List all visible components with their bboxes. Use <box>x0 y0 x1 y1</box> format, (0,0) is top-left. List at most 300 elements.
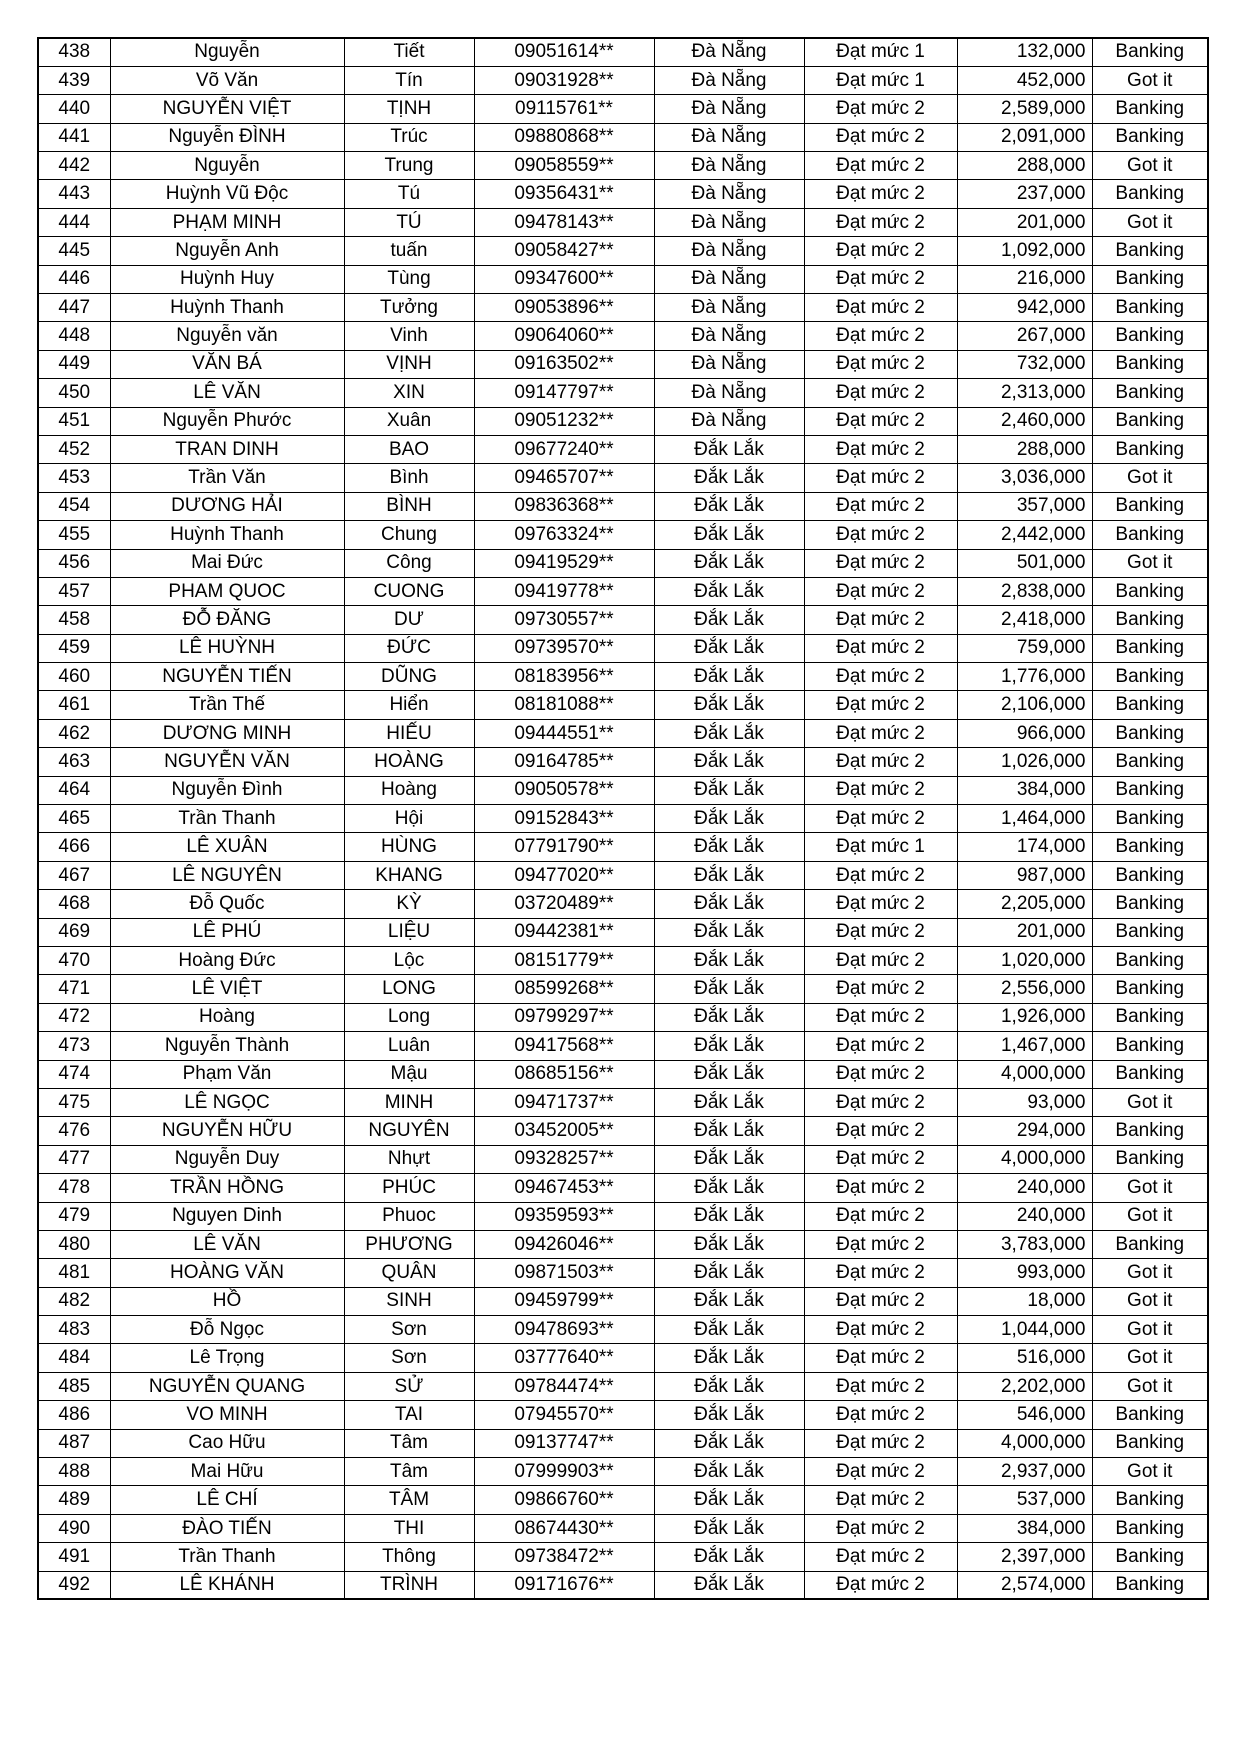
province-cell: Đắk Lắk <box>654 1032 804 1060</box>
reward-amount-cell: 4,000,000 <box>957 1060 1092 1088</box>
family-middle-name-cell: LÊ VIỆT <box>110 975 344 1003</box>
payment-method-cell: Got it <box>1092 1287 1208 1315</box>
table-row <box>38 1259 1208 1287</box>
phone-number-cell: 07945570** <box>474 1401 654 1429</box>
payment-method-cell: Banking <box>1092 606 1208 634</box>
reward-amount-cell: 2,091,000 <box>957 123 1092 151</box>
province-cell: Đà Nẵng <box>654 208 804 236</box>
payment-method-cell: Banking <box>1092 350 1208 378</box>
reward-amount-cell: 2,418,000 <box>957 606 1092 634</box>
given-name-cell: BAO <box>344 435 474 463</box>
province-cell: Đắk Lắk <box>654 947 804 975</box>
family-middle-name-cell: Huỳnh Huy <box>110 265 344 293</box>
province-cell: Đắk Lắk <box>654 1145 804 1173</box>
reward-amount-cell: 987,000 <box>957 861 1092 889</box>
payment-method-cell: Banking <box>1092 379 1208 407</box>
reward-amount-cell: 1,044,000 <box>957 1316 1092 1344</box>
table-row <box>38 1401 1208 1429</box>
phone-number-cell: 09115761** <box>474 95 654 123</box>
payment-method-cell: Banking <box>1092 521 1208 549</box>
achievement-level-cell: Đạt mức 2 <box>804 918 957 946</box>
table-row <box>38 1372 1208 1400</box>
payment-method-cell: Got it <box>1092 1088 1208 1116</box>
province-cell: Đắk Lắk <box>654 634 804 662</box>
province-cell: Đắk Lắk <box>654 1117 804 1145</box>
achievement-level-cell: Đạt mức 2 <box>804 464 957 492</box>
family-middle-name-cell: Mai Hữu <box>110 1458 344 1486</box>
given-name-cell: TAI <box>344 1401 474 1429</box>
row-number-cell: 450 <box>38 379 110 407</box>
achievement-level-cell: Đạt mức 2 <box>804 95 957 123</box>
payment-method-cell: Banking <box>1092 1145 1208 1173</box>
given-name-cell: Nhựt <box>344 1145 474 1173</box>
province-cell: Đắk Lắk <box>654 719 804 747</box>
achievement-level-cell: Đạt mức 2 <box>804 1230 957 1258</box>
payment-method-cell: Banking <box>1092 577 1208 605</box>
table-row <box>38 691 1208 719</box>
given-name-cell: CUONG <box>344 577 474 605</box>
family-middle-name-cell: ĐÀO TIẾN <box>110 1514 344 1542</box>
table-row <box>38 1174 1208 1202</box>
reward-amount-cell: 2,106,000 <box>957 691 1092 719</box>
given-name-cell: Bình <box>344 464 474 492</box>
reward-amount-cell: 1,776,000 <box>957 663 1092 691</box>
reward-amount-cell: 2,556,000 <box>957 975 1092 1003</box>
achievement-level-cell: Đạt mức 2 <box>804 1287 957 1315</box>
row-number-cell: 481 <box>38 1259 110 1287</box>
payment-method-cell: Banking <box>1092 1543 1208 1571</box>
achievement-level-cell: Đạt mức 2 <box>804 265 957 293</box>
given-name-cell: LIỆU <box>344 918 474 946</box>
payment-method-cell: Banking <box>1092 691 1208 719</box>
table-row <box>38 152 1208 180</box>
reward-amount-cell: 2,937,000 <box>957 1458 1092 1486</box>
province-cell: Đắk Lắk <box>654 464 804 492</box>
achievement-level-cell: Đạt mức 2 <box>804 350 957 378</box>
reward-amount-cell: 384,000 <box>957 776 1092 804</box>
payment-method-cell: Banking <box>1092 265 1208 293</box>
given-name-cell: XIN <box>344 379 474 407</box>
phone-number-cell: 09459799** <box>474 1287 654 1315</box>
row-number-cell: 448 <box>38 322 110 350</box>
phone-number-cell: 09050578** <box>474 776 654 804</box>
row-number-cell: 457 <box>38 577 110 605</box>
family-middle-name-cell: Huỳnh Thanh <box>110 294 344 322</box>
province-cell: Đà Nẵng <box>654 123 804 151</box>
given-name-cell: Trúc <box>344 123 474 151</box>
phone-number-cell: 09137747** <box>474 1429 654 1457</box>
payment-method-cell: Banking <box>1092 1571 1208 1599</box>
family-middle-name-cell: Cao Hữu <box>110 1429 344 1457</box>
phone-number-cell: 09871503** <box>474 1259 654 1287</box>
family-middle-name-cell: Đỗ Quốc <box>110 890 344 918</box>
table-row <box>38 1316 1208 1344</box>
reward-amount-cell: 288,000 <box>957 152 1092 180</box>
given-name-cell: MINH <box>344 1088 474 1116</box>
row-number-cell: 491 <box>38 1543 110 1571</box>
given-name-cell: tuấn <box>344 237 474 265</box>
phone-number-cell: 09419778** <box>474 577 654 605</box>
reward-amount-cell: 546,000 <box>957 1401 1092 1429</box>
achievement-level-cell: Đạt mức 2 <box>804 1401 957 1429</box>
table-row <box>38 1202 1208 1230</box>
row-number-cell: 461 <box>38 691 110 719</box>
province-cell: Đắk Lắk <box>654 1543 804 1571</box>
province-cell: Đắk Lắk <box>654 776 804 804</box>
reward-amount-cell: 2,574,000 <box>957 1571 1092 1599</box>
reward-amount-cell: 2,313,000 <box>957 379 1092 407</box>
table-row <box>38 861 1208 889</box>
table-row <box>38 1514 1208 1542</box>
payment-method-cell: Got it <box>1092 1259 1208 1287</box>
province-cell: Đắk Lắk <box>654 1401 804 1429</box>
family-middle-name-cell: Hoàng <box>110 1003 344 1031</box>
province-cell: Đắk Lắk <box>654 1571 804 1599</box>
phone-number-cell: 09763324** <box>474 521 654 549</box>
row-number-cell: 474 <box>38 1060 110 1088</box>
given-name-cell: Sơn <box>344 1316 474 1344</box>
payment-method-cell: Banking <box>1092 1060 1208 1088</box>
province-cell: Đắk Lắk <box>654 521 804 549</box>
phone-number-cell: 09478143** <box>474 208 654 236</box>
payment-method-cell: Banking <box>1092 975 1208 1003</box>
province-cell: Đắk Lắk <box>654 975 804 1003</box>
payment-method-cell: Banking <box>1092 634 1208 662</box>
achievement-level-cell: Đạt mức 2 <box>804 805 957 833</box>
family-middle-name-cell: HOÀNG VĂN <box>110 1259 344 1287</box>
payment-method-cell: Banking <box>1092 776 1208 804</box>
row-number-cell: 489 <box>38 1486 110 1514</box>
payment-method-cell: Banking <box>1092 38 1208 66</box>
row-number-cell: 458 <box>38 606 110 634</box>
given-name-cell: HOÀNG <box>344 748 474 776</box>
phone-number-cell: 09419529** <box>474 549 654 577</box>
phone-number-cell: 08674430** <box>474 1514 654 1542</box>
phone-number-cell: 03452005** <box>474 1117 654 1145</box>
reward-amount-cell: 4,000,000 <box>957 1429 1092 1457</box>
achievement-level-cell: Đạt mức 2 <box>804 1429 957 1457</box>
given-name-cell: Tú <box>344 180 474 208</box>
payment-method-cell: Got it <box>1092 1316 1208 1344</box>
phone-number-cell: 09784474** <box>474 1372 654 1400</box>
reward-amount-cell: 501,000 <box>957 549 1092 577</box>
phone-number-cell: 09051614** <box>474 38 654 66</box>
reward-amount-cell: 201,000 <box>957 208 1092 236</box>
phone-number-cell: 09328257** <box>474 1145 654 1173</box>
reward-amount-cell: 732,000 <box>957 350 1092 378</box>
given-name-cell: NGUYÊN <box>344 1117 474 1145</box>
row-number-cell: 477 <box>38 1145 110 1173</box>
row-number-cell: 447 <box>38 294 110 322</box>
family-middle-name-cell: NGUYỄN VIỆT <box>110 95 344 123</box>
province-cell: Đà Nẵng <box>654 322 804 350</box>
reward-amount-cell: 294,000 <box>957 1117 1092 1145</box>
achievement-level-cell: Đạt mức 2 <box>804 208 957 236</box>
province-cell: Đắk Lắk <box>654 1259 804 1287</box>
winners-table <box>37 37 1209 1600</box>
family-middle-name-cell: NGUYỄN QUANG <box>110 1372 344 1400</box>
family-middle-name-cell: Đỗ Ngọc <box>110 1316 344 1344</box>
province-cell: Đắk Lắk <box>654 1287 804 1315</box>
row-number-cell: 453 <box>38 464 110 492</box>
table-row <box>38 606 1208 634</box>
phone-number-cell: 09031928** <box>474 66 654 94</box>
province-cell: Đà Nẵng <box>654 265 804 293</box>
payment-method-cell: Banking <box>1092 435 1208 463</box>
achievement-level-cell: Đạt mức 2 <box>804 1060 957 1088</box>
given-name-cell: Lộc <box>344 947 474 975</box>
achievement-level-cell: Đạt mức 2 <box>804 1543 957 1571</box>
province-cell: Đắk Lắk <box>654 1344 804 1372</box>
province-cell: Đắk Lắk <box>654 833 804 861</box>
achievement-level-cell: Đạt mức 2 <box>804 975 957 1003</box>
phone-number-cell: 09347600** <box>474 265 654 293</box>
payment-method-cell: Banking <box>1092 123 1208 151</box>
reward-amount-cell: 1,467,000 <box>957 1032 1092 1060</box>
reward-amount-cell: 216,000 <box>957 265 1092 293</box>
family-middle-name-cell: LÊ KHÁNH <box>110 1571 344 1599</box>
province-cell: Đắk Lắk <box>654 1202 804 1230</box>
given-name-cell: VỊNH <box>344 350 474 378</box>
row-number-cell: 465 <box>38 805 110 833</box>
family-middle-name-cell: Nguyễn Phước <box>110 407 344 435</box>
table-row <box>38 322 1208 350</box>
phone-number-cell: 09163502** <box>474 350 654 378</box>
row-number-cell: 475 <box>38 1088 110 1116</box>
family-middle-name-cell: Nguyễn <box>110 152 344 180</box>
achievement-level-cell: Đạt mức 2 <box>804 123 957 151</box>
given-name-cell: Trung <box>344 152 474 180</box>
row-number-cell: 486 <box>38 1401 110 1429</box>
achievement-level-cell: Đạt mức 2 <box>804 237 957 265</box>
province-cell: Đà Nẵng <box>654 294 804 322</box>
table-row <box>38 464 1208 492</box>
given-name-cell: KHANG <box>344 861 474 889</box>
table-row <box>38 833 1208 861</box>
given-name-cell: KỲ <box>344 890 474 918</box>
phone-number-cell: 09359593** <box>474 1202 654 1230</box>
phone-number-cell: 09426046** <box>474 1230 654 1258</box>
achievement-level-cell: Đạt mức 2 <box>804 1486 957 1514</box>
family-middle-name-cell: Mai Đức <box>110 549 344 577</box>
payment-method-cell: Got it <box>1092 208 1208 236</box>
reward-amount-cell: 2,205,000 <box>957 890 1092 918</box>
reward-amount-cell: 2,397,000 <box>957 1543 1092 1571</box>
province-cell: Đắk Lắk <box>654 1514 804 1542</box>
reward-amount-cell: 3,783,000 <box>957 1230 1092 1258</box>
province-cell: Đắk Lắk <box>654 435 804 463</box>
table-row <box>38 180 1208 208</box>
province-cell: Đắk Lắk <box>654 492 804 520</box>
family-middle-name-cell: Nguyễn Anh <box>110 237 344 265</box>
reward-amount-cell: 1,092,000 <box>957 237 1092 265</box>
table-row <box>38 294 1208 322</box>
payment-method-cell: Banking <box>1092 748 1208 776</box>
table-row <box>38 719 1208 747</box>
payment-method-cell: Got it <box>1092 464 1208 492</box>
payment-method-cell: Banking <box>1092 1032 1208 1060</box>
phone-number-cell: 09444551** <box>474 719 654 747</box>
province-cell: Đắk Lắk <box>654 1060 804 1088</box>
province-cell: Đà Nẵng <box>654 350 804 378</box>
payment-method-cell: Banking <box>1092 1003 1208 1031</box>
achievement-level-cell: Đạt mức 2 <box>804 634 957 662</box>
payment-method-cell: Banking <box>1092 492 1208 520</box>
given-name-cell: DƯ <box>344 606 474 634</box>
reward-amount-cell: 2,838,000 <box>957 577 1092 605</box>
phone-number-cell: 09051232** <box>474 407 654 435</box>
phone-number-cell: 09356431** <box>474 180 654 208</box>
given-name-cell: PHƯƠNG <box>344 1230 474 1258</box>
table-row <box>38 237 1208 265</box>
row-number-cell: 445 <box>38 237 110 265</box>
payment-method-cell: Got it <box>1092 549 1208 577</box>
row-number-cell: 484 <box>38 1344 110 1372</box>
province-cell: Đà Nẵng <box>654 180 804 208</box>
achievement-level-cell: Đạt mức 2 <box>804 407 957 435</box>
table-row <box>38 1458 1208 1486</box>
row-number-cell: 455 <box>38 521 110 549</box>
phone-number-cell: 09058559** <box>474 152 654 180</box>
family-middle-name-cell: HỒ <box>110 1287 344 1315</box>
payment-method-cell: Banking <box>1092 1401 1208 1429</box>
table-row <box>38 1117 1208 1145</box>
reward-amount-cell: 174,000 <box>957 833 1092 861</box>
achievement-level-cell: Đạt mức 2 <box>804 776 957 804</box>
table-row <box>38 1571 1208 1599</box>
phone-number-cell: 08181088** <box>474 691 654 719</box>
family-middle-name-cell: TRẦN HỒNG <box>110 1174 344 1202</box>
achievement-level-cell: Đạt mức 2 <box>804 1003 957 1031</box>
family-middle-name-cell: Hoàng Đức <box>110 947 344 975</box>
given-name-cell: TÂM <box>344 1486 474 1514</box>
family-middle-name-cell: Trần Thanh <box>110 1543 344 1571</box>
province-cell: Đắk Lắk <box>654 1088 804 1116</box>
payment-method-cell: Banking <box>1092 1429 1208 1457</box>
row-number-cell: 479 <box>38 1202 110 1230</box>
phone-number-cell: 09836368** <box>474 492 654 520</box>
reward-amount-cell: 1,020,000 <box>957 947 1092 975</box>
given-name-cell: Xuân <box>344 407 474 435</box>
achievement-level-cell: Đạt mức 2 <box>804 549 957 577</box>
achievement-level-cell: Đạt mức 2 <box>804 691 957 719</box>
achievement-level-cell: Đạt mức 2 <box>804 1202 957 1230</box>
table-row <box>38 1230 1208 1258</box>
table-row <box>38 379 1208 407</box>
province-cell: Đắk Lắk <box>654 663 804 691</box>
row-number-cell: 470 <box>38 947 110 975</box>
achievement-level-cell: Đạt mức 1 <box>804 66 957 94</box>
phone-number-cell: 09799297** <box>474 1003 654 1031</box>
province-cell: Đắk Lắk <box>654 1429 804 1457</box>
family-middle-name-cell: Lê Trọng <box>110 1344 344 1372</box>
family-middle-name-cell: Võ Văn <box>110 66 344 94</box>
achievement-level-cell: Đạt mức 2 <box>804 1458 957 1486</box>
phone-number-cell: 03777640** <box>474 1344 654 1372</box>
province-cell: Đắk Lắk <box>654 691 804 719</box>
reward-amount-cell: 1,026,000 <box>957 748 1092 776</box>
phone-number-cell: 09417568** <box>474 1032 654 1060</box>
row-number-cell: 483 <box>38 1316 110 1344</box>
family-middle-name-cell: DƯƠNG HẢI <box>110 492 344 520</box>
payment-method-cell: Banking <box>1092 407 1208 435</box>
province-cell: Đắk Lắk <box>654 1230 804 1258</box>
given-name-cell: Công <box>344 549 474 577</box>
achievement-level-cell: Đạt mức 2 <box>804 1117 957 1145</box>
family-middle-name-cell: Huỳnh Vũ Độc <box>110 180 344 208</box>
province-cell: Đắk Lắk <box>654 1003 804 1031</box>
reward-amount-cell: 516,000 <box>957 1344 1092 1372</box>
achievement-level-cell: Đạt mức 2 <box>804 1032 957 1060</box>
family-middle-name-cell: NGUYỄN VĂN <box>110 748 344 776</box>
province-cell: Đà Nẵng <box>654 379 804 407</box>
row-number-cell: 467 <box>38 861 110 889</box>
given-name-cell: Mậu <box>344 1060 474 1088</box>
reward-amount-cell: 132,000 <box>957 38 1092 66</box>
given-name-cell: PHÚC <box>344 1174 474 1202</box>
table-row <box>38 1287 1208 1315</box>
province-cell: Đắk Lắk <box>654 748 804 776</box>
row-number-cell: 463 <box>38 748 110 776</box>
family-middle-name-cell: LÊ XUÂN <box>110 833 344 861</box>
table-row <box>38 1486 1208 1514</box>
payment-method-cell: Banking <box>1092 663 1208 691</box>
province-cell: Đắk Lắk <box>654 549 804 577</box>
family-middle-name-cell: DƯƠNG MINH <box>110 719 344 747</box>
family-middle-name-cell: Trần Thanh <box>110 805 344 833</box>
row-number-cell: 449 <box>38 350 110 378</box>
payment-method-cell: Banking <box>1092 719 1208 747</box>
reward-amount-cell: 993,000 <box>957 1259 1092 1287</box>
given-name-cell: LONG <box>344 975 474 1003</box>
row-number-cell: 438 <box>38 38 110 66</box>
achievement-level-cell: Đạt mức 2 <box>804 1372 957 1400</box>
given-name-cell: SINH <box>344 1287 474 1315</box>
achievement-level-cell: Đạt mức 2 <box>804 379 957 407</box>
family-middle-name-cell: Nguyễn văn <box>110 322 344 350</box>
table-row <box>38 1060 1208 1088</box>
reward-amount-cell: 240,000 <box>957 1174 1092 1202</box>
given-name-cell: QUÂN <box>344 1259 474 1287</box>
family-middle-name-cell: Nguyễn Đình <box>110 776 344 804</box>
family-middle-name-cell: LÊ NGUYÊN <box>110 861 344 889</box>
province-cell: Đắk Lắk <box>654 1372 804 1400</box>
given-name-cell: Hội <box>344 805 474 833</box>
reward-amount-cell: 942,000 <box>957 294 1092 322</box>
given-name-cell: Tưởng <box>344 294 474 322</box>
family-middle-name-cell: LÊ NGỌC <box>110 1088 344 1116</box>
family-middle-name-cell: Phạm Văn <box>110 1060 344 1088</box>
family-middle-name-cell: NGUYỄN TIẾN <box>110 663 344 691</box>
given-name-cell: THI <box>344 1514 474 1542</box>
table-row <box>38 208 1208 236</box>
table-body <box>38 38 1208 1599</box>
achievement-level-cell: Đạt mức 2 <box>804 1316 957 1344</box>
row-number-cell: 441 <box>38 123 110 151</box>
achievement-level-cell: Đạt mức 2 <box>804 435 957 463</box>
family-middle-name-cell: Nguyễn ĐÌNH <box>110 123 344 151</box>
reward-amount-cell: 384,000 <box>957 1514 1092 1542</box>
reward-amount-cell: 2,202,000 <box>957 1372 1092 1400</box>
family-middle-name-cell: VĂN BÁ <box>110 350 344 378</box>
payment-method-cell: Banking <box>1092 294 1208 322</box>
row-number-cell: 452 <box>38 435 110 463</box>
table-row <box>38 918 1208 946</box>
given-name-cell: SỬ <box>344 1372 474 1400</box>
table-row <box>38 407 1208 435</box>
given-name-cell: Tiết <box>344 38 474 66</box>
payment-method-cell: Banking <box>1092 1117 1208 1145</box>
